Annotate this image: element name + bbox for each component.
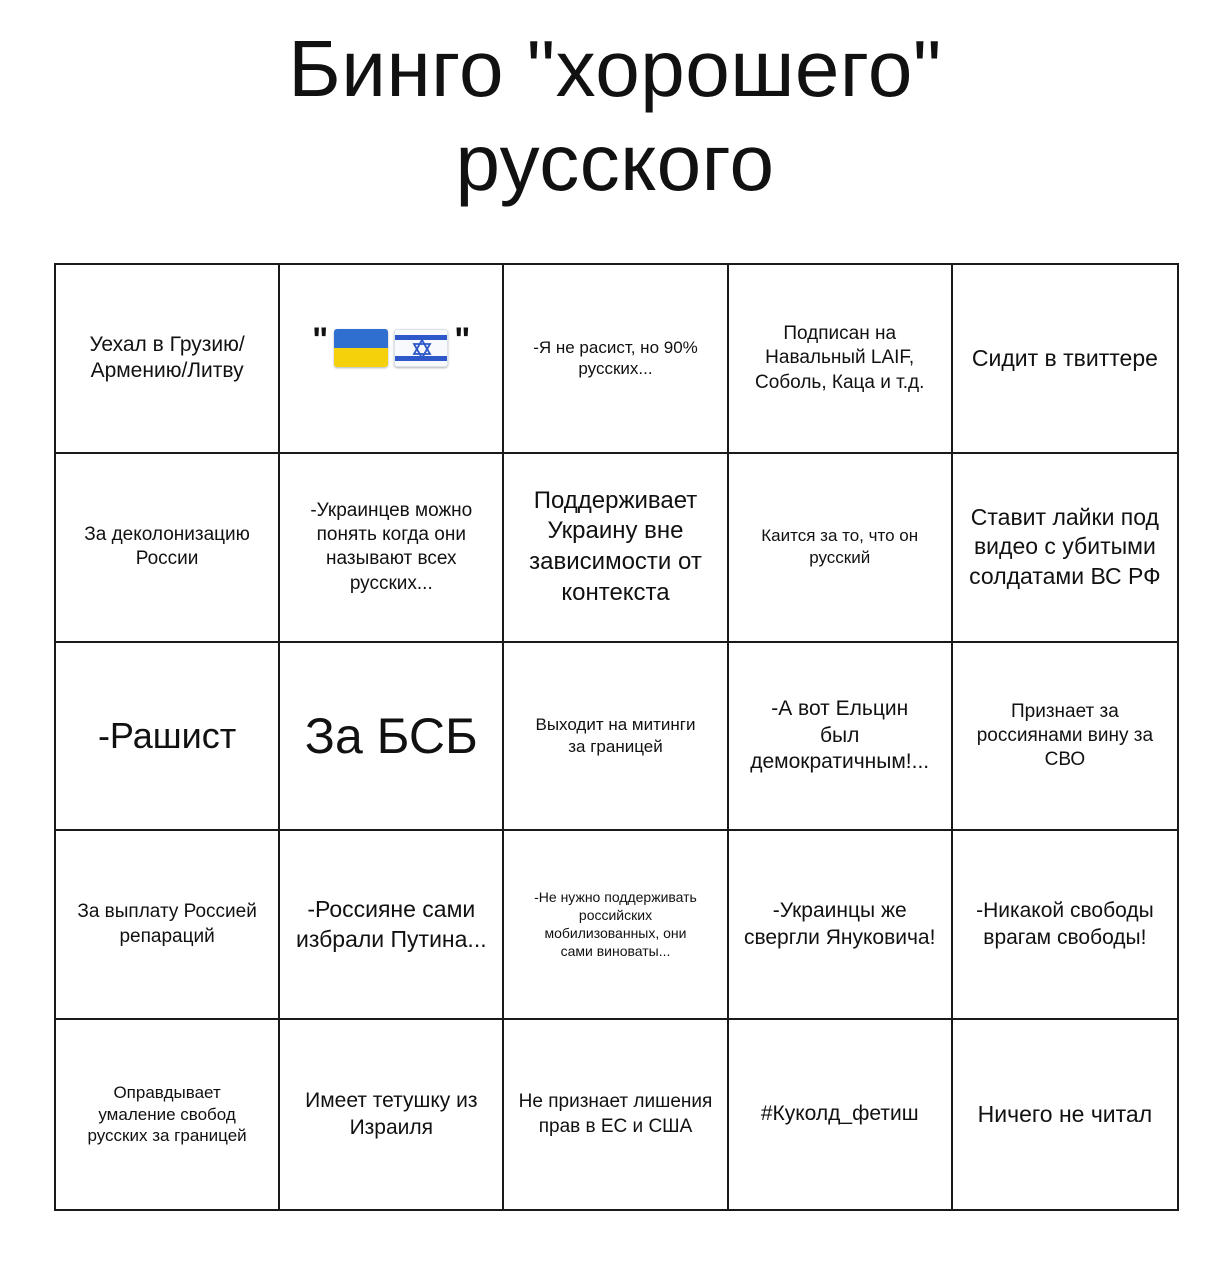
bingo-cell	[280, 454, 504, 643]
bingo-cell	[504, 831, 728, 1020]
bingo-cell-text: #Куколд_фетиш	[760, 1102, 919, 1126]
bingo-cell	[280, 831, 504, 1020]
bingo-cell	[56, 265, 280, 454]
open-quote: "	[312, 321, 329, 360]
bingo-cell-text: Оправдывает умаление свобод русских за границей	[87, 1082, 247, 1146]
bingo-cell	[504, 1020, 728, 1209]
bingo-cell-text: Ставит лайки под видео с убитыми солдатами ВС РФ	[969, 504, 1161, 589]
bingo-cell-flags	[280, 265, 504, 454]
page-title	[0, 22, 1230, 210]
bingo-cell	[953, 454, 1177, 643]
bingo-cell-text: Выходит на митинги за границей	[535, 715, 696, 756]
bingo-cell	[504, 643, 728, 832]
bingo-cell	[729, 831, 953, 1020]
bingo-cell-text: За выплату Россией репараций	[77, 901, 257, 947]
bingo-cell-text: Сидит в твиттере	[971, 344, 1158, 371]
bingo-cell	[280, 643, 504, 832]
bingo-cell-text: За деколонизацию России	[84, 523, 250, 570]
ukraine-flag-icon	[334, 329, 388, 367]
title-line-2: русского	[455, 118, 775, 207]
bingo-cell-text: Уехал в Грузию/ Армению/Литву	[89, 332, 245, 383]
bingo-cell	[729, 1020, 953, 1209]
bingo-cell-text: Имеет тетушку из Израиля	[305, 1088, 478, 1139]
bingo-cell-text: Не признает лишения прав в ЕС и США	[518, 1091, 713, 1137]
bingo-cell-text: -Россияне сами избрали Путина...	[295, 896, 487, 952]
bingo-cell	[56, 831, 280, 1020]
bingo-cell-text: -Рашист	[97, 714, 237, 756]
bingo-cell-text: Подписан на Навальный LAIF, Соболь, Каца и т.д.	[755, 322, 925, 393]
bingo-grid	[54, 263, 1179, 1211]
bingo-cell	[56, 1020, 280, 1209]
bingo-cell	[504, 454, 728, 643]
flags-group	[312, 321, 471, 367]
bingo-cell	[729, 643, 953, 832]
bingo-cell	[729, 265, 953, 454]
bingo-cell-text: -Украинцев можно понять когда они называют всех русских...	[310, 499, 473, 594]
star-of-david-icon	[412, 339, 432, 359]
close-quote: "	[454, 321, 471, 360]
bingo-cell	[56, 643, 280, 832]
bingo-cell-text: Признает за россиянами вину за СВО	[976, 700, 1154, 771]
bingo-cell-text: -Не нужно поддерживать российских мобилизованных, они сами виноваты...	[534, 888, 697, 959]
title-line-1: Бинго "хорошего"	[288, 24, 942, 113]
bingo-cell	[953, 1020, 1177, 1209]
bingo-cell-text: За БСБ	[304, 707, 478, 764]
bingo-cell	[729, 454, 953, 643]
bingo-cell-text: -А вот Ельцин был демократичным!...	[750, 696, 930, 774]
bingo-cell	[953, 643, 1177, 832]
bingo-cell-text: Каится за то, что он русский	[761, 526, 919, 568]
bingo-cell	[280, 1020, 504, 1209]
bingo-cell	[953, 831, 1177, 1020]
bingo-cell-text: Ничего не читал	[977, 1100, 1153, 1127]
bingo-cell	[56, 454, 280, 643]
bingo-cell	[504, 265, 728, 454]
bingo-cell	[953, 265, 1177, 454]
bingo-cell-text: -Я не расист, но 90% русских...	[533, 337, 698, 379]
israel-flag-icon	[394, 329, 448, 367]
bingo-cell-text: Поддерживает Украину вне зависимости от контекста	[529, 486, 702, 606]
bingo-cell-text: -Украинцы же свергли Януковича!	[743, 898, 936, 949]
bingo-cell-text: -Никакой свободы врагам свободы!	[976, 898, 1154, 949]
